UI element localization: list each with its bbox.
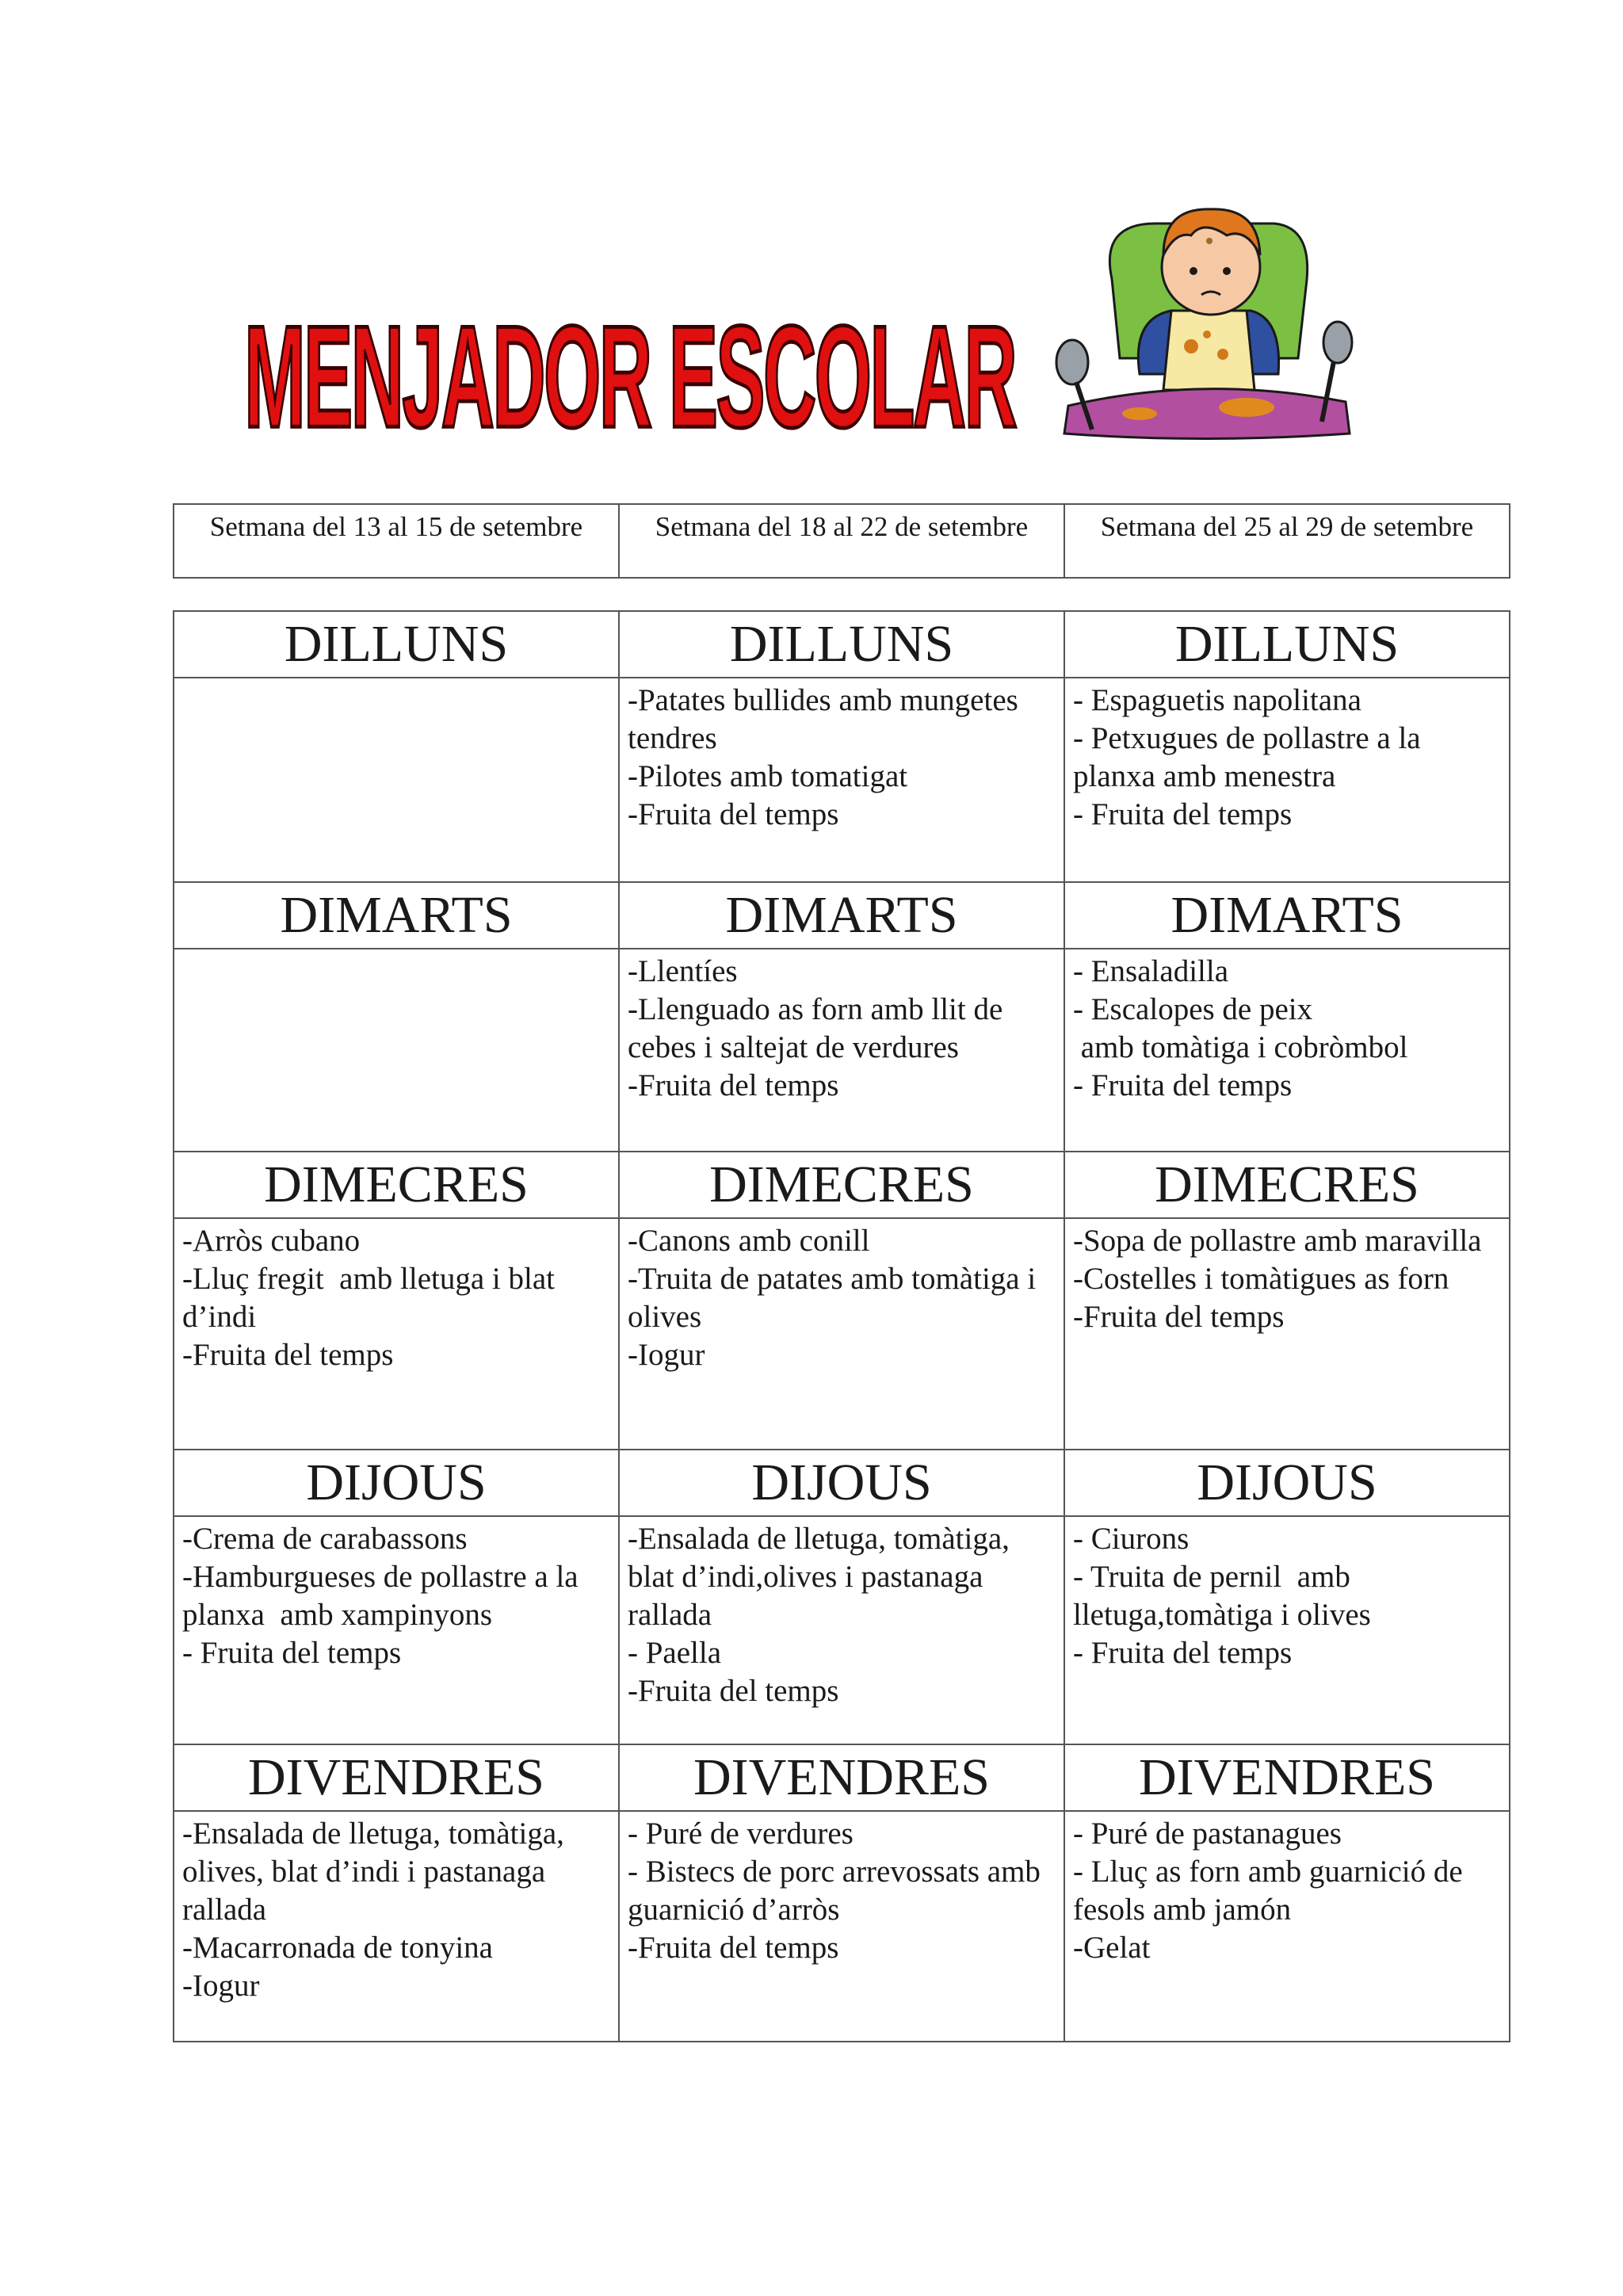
menu-cell bbox=[174, 1516, 619, 1744]
dish-item: - Fruita del temps bbox=[182, 1636, 402, 1670]
dish-item: -Ensalada de lletuga, tomàtiga, olives, blat d’indi i pastanaga rallada bbox=[182, 1817, 572, 1927]
day-header: DIVENDRES bbox=[619, 1744, 1064, 1811]
week-3-label: Setmana del 25 al 29 de setembre bbox=[1064, 504, 1510, 578]
dish-item: - Bistecs de porc arrevossats amb guarnició d’arròs bbox=[628, 1855, 1048, 1927]
menu-cell bbox=[174, 678, 619, 882]
menu-cell bbox=[1064, 678, 1510, 882]
dish-item: -Gelat bbox=[1073, 1931, 1151, 1965]
day-header: DIMARTS bbox=[174, 882, 619, 949]
menu-cell bbox=[619, 1811, 1064, 2042]
dish-item: -Fruita del temps bbox=[628, 1068, 839, 1102]
dish-item: -Llentíes bbox=[628, 954, 738, 988]
dish-item: -Ensalada de lletuga, tomàtiga, blat d’indi,olives i pastanaga rallada bbox=[628, 1522, 1018, 1632]
menu-cell bbox=[1064, 1218, 1510, 1450]
dish-item: - Puré de pastanagues bbox=[1073, 1817, 1342, 1851]
dish-item: -Crema de carabassons bbox=[182, 1522, 468, 1556]
dish-item: -Fruita del temps bbox=[628, 1674, 839, 1708]
menu-cell bbox=[174, 949, 619, 1152]
day-header: DIJOUS bbox=[174, 1450, 619, 1516]
day-header: DILLUNS bbox=[619, 611, 1064, 678]
page-title-wrap bbox=[234, 285, 1026, 468]
dish-item: - Fruita del temps bbox=[1073, 1636, 1293, 1670]
dish-item: - Escalopes de peix bbox=[1073, 992, 1313, 1026]
dish-item: -Fruita del temps bbox=[628, 797, 839, 831]
dish-item: - Puré de verdures bbox=[628, 1817, 854, 1851]
dish-item: - Ciurons bbox=[1073, 1522, 1190, 1556]
dish-item: -Macarronada de tonyina bbox=[182, 1931, 493, 1965]
dish-item: -Fruita del temps bbox=[628, 1931, 839, 1965]
dish-item: -Iogur bbox=[182, 1969, 260, 2003]
day-header: DILLUNS bbox=[174, 611, 619, 678]
week-1-label: Setmana del 13 al 15 de setembre bbox=[174, 504, 619, 578]
menu-cell bbox=[174, 1811, 619, 2042]
page-title: MENJADOR ESCOLAR bbox=[244, 294, 1016, 457]
dish-item: -Hamburgueses de pollastre a la planxa amb xampinyons bbox=[182, 1560, 586, 1632]
dish-item: -Pilotes amb tomatigat bbox=[628, 759, 908, 793]
menu-cell bbox=[619, 949, 1064, 1152]
dish-item: - Paella bbox=[628, 1636, 722, 1670]
menu-cell bbox=[1064, 1516, 1510, 1744]
day-header: DILLUNS bbox=[1064, 611, 1510, 678]
menu-cell bbox=[174, 1218, 619, 1450]
menu-cell bbox=[619, 1218, 1064, 1450]
dish-item: - Lluç as forn amb guarnició de fesols amb jamón bbox=[1073, 1855, 1471, 1927]
menu-cell bbox=[619, 678, 1064, 882]
day-header: DIMECRES bbox=[174, 1152, 619, 1218]
dish-item: -Truita de patates amb tomàtiga i olives bbox=[628, 1262, 1044, 1334]
dish-item: -Costelles i tomàtigues as forn bbox=[1073, 1262, 1449, 1296]
dish-item: -Patates bullides amb mungetes tendres bbox=[628, 683, 1026, 755]
day-header: DIMARTS bbox=[619, 882, 1064, 949]
day-header: DIMARTS bbox=[1064, 882, 1510, 949]
dish-item: - Fruita del temps bbox=[1073, 1068, 1293, 1102]
menu-cell bbox=[619, 1516, 1064, 1744]
dish-item: -Fruita del temps bbox=[1073, 1300, 1285, 1334]
day-header: DIMECRES bbox=[619, 1152, 1064, 1218]
dish-item: - Espaguetis napolitana bbox=[1073, 683, 1361, 717]
dish-item: -Lluç fregit amb lletuga i blat d’indi bbox=[182, 1262, 563, 1334]
dish-item: - Fruita del temps bbox=[1073, 797, 1293, 831]
dish-item: - Truita de pernil amb lletuga,tomàtiga i olives bbox=[1073, 1560, 1371, 1632]
day-header: DIVENDRES bbox=[1064, 1744, 1510, 1811]
dish-item: -Llenguado as forn amb llit de cebes i saltejat de verdures bbox=[628, 992, 1011, 1064]
dish-item: -Canons amb conill bbox=[628, 1224, 870, 1258]
week-2-label: Setmana del 18 al 22 de setembre bbox=[619, 504, 1064, 578]
child-eating-illustration bbox=[1044, 192, 1365, 444]
dish-item: -Arròs cubano bbox=[182, 1224, 361, 1258]
dish-item: -Fruita del temps bbox=[182, 1338, 394, 1372]
menu-table bbox=[173, 610, 1510, 2042]
dish-item: -Iogur bbox=[628, 1338, 705, 1372]
day-header: DIVENDRES bbox=[174, 1744, 619, 1811]
menu-cell bbox=[1064, 1811, 1510, 2042]
day-header: DIJOUS bbox=[1064, 1450, 1510, 1516]
dish-item: - Petxugues de pollastre a la planxa amb menestra bbox=[1073, 721, 1429, 793]
day-header: DIJOUS bbox=[619, 1450, 1064, 1516]
dish-item: -Sopa de pollastre amb maravilla bbox=[1073, 1224, 1482, 1258]
dish-item: amb tomàtiga i cobròmbol bbox=[1073, 1030, 1408, 1064]
dish-item: - Ensaladilla bbox=[1073, 954, 1229, 988]
week-header-table bbox=[173, 503, 1510, 579]
day-header: DIMECRES bbox=[1064, 1152, 1510, 1218]
menu-cell bbox=[1064, 949, 1510, 1152]
